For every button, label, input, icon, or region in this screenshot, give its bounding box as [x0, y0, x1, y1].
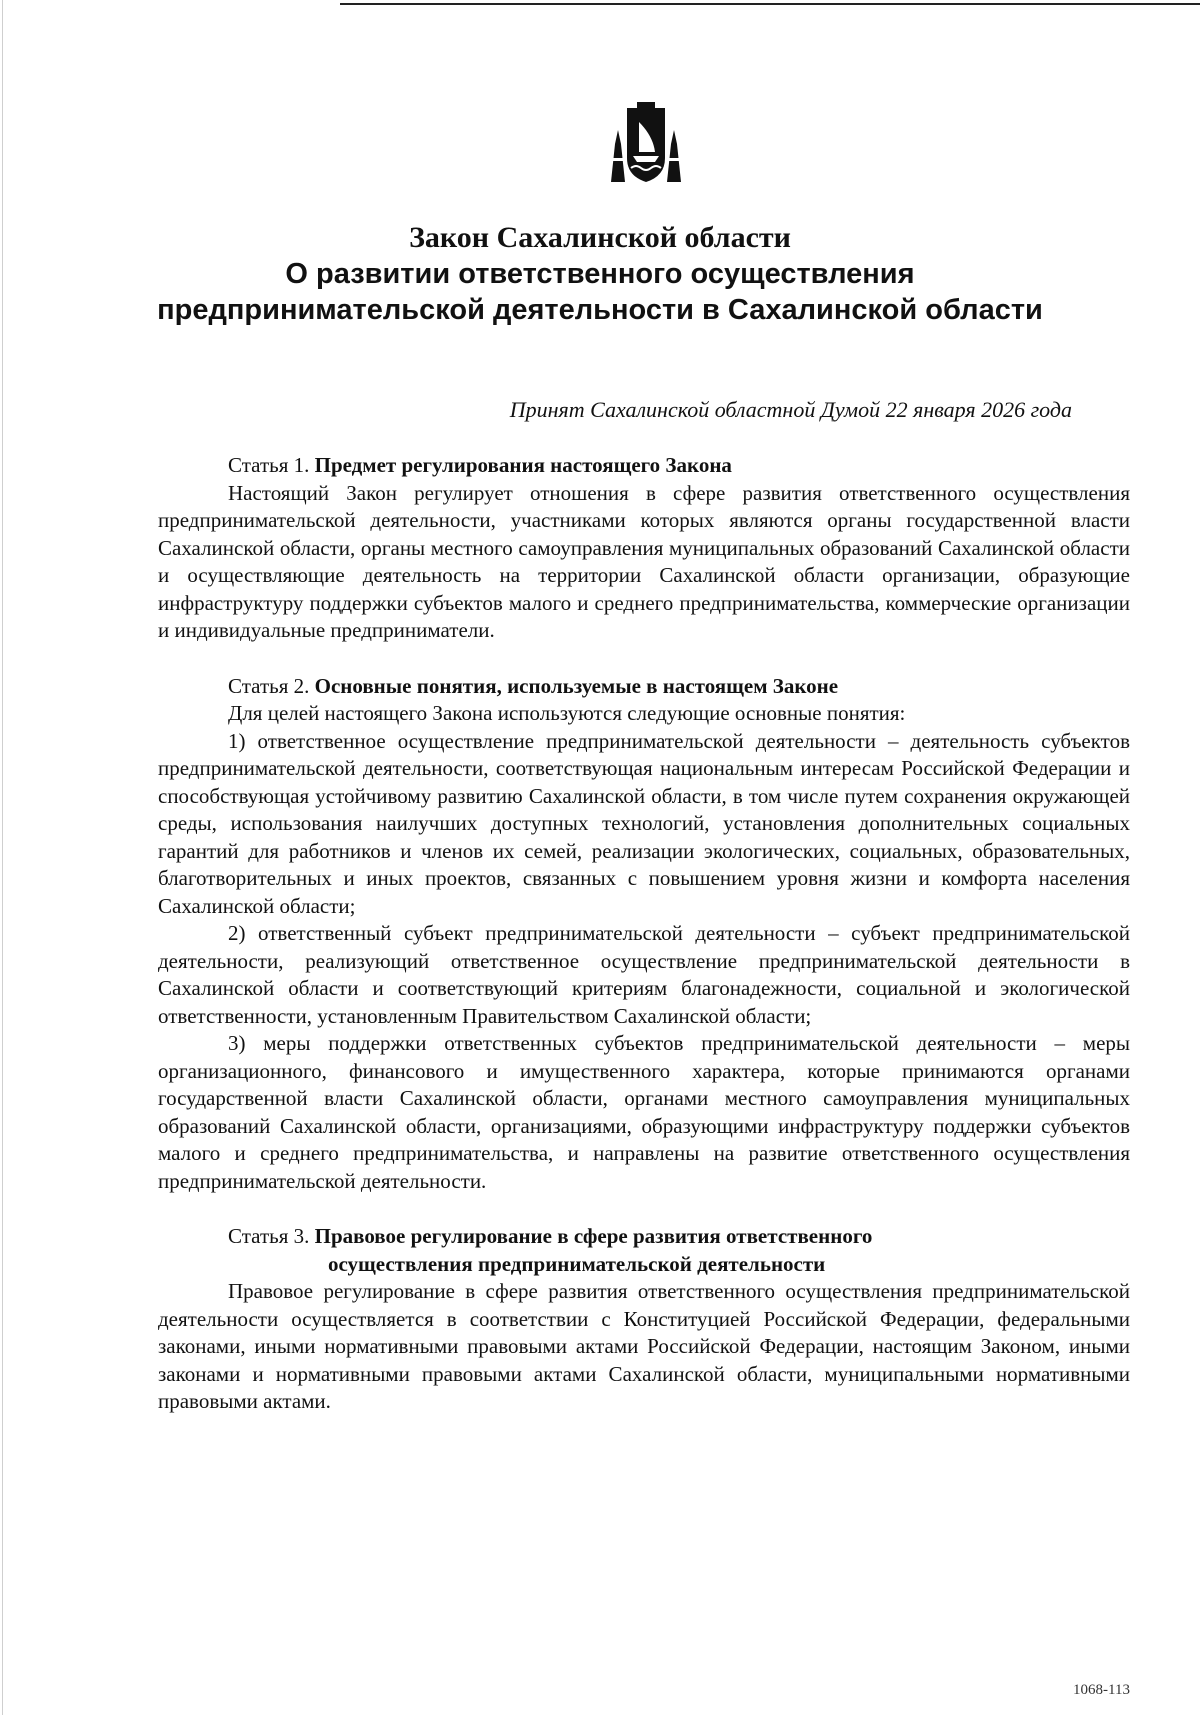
article-3-title: Правовое регулирование в сфере развития ответственного	[314, 1224, 873, 1248]
article-1-number: Статья 1.	[228, 453, 310, 477]
article-2-title: Основные понятия, используемые в настоящем Законе	[314, 673, 839, 698]
coat-of-arms-emblem	[609, 100, 683, 184]
article-1-paragraph-1: Настоящий Закон регулирует отношения в сфере развития ответственного осуществления предпринимательской деятельности, участниками которых являются органы государственной власти Сахалинской области, органы местного самоуправления муниципальных образований Сахалинской области и осуществляющие деятельность на территории Сахалинской области организации, образующие инфраструктуру поддержки субъектов малого и среднего предпринимательства, коммерческие организации и индивидуальные предприниматели.	[158, 480, 1130, 642]
article-3-paragraph-1: Правовое регулирование в сфере развития ответственного осуществления предпринимательской деятельности осуществляется в соответствии с Конституцией Российской Федерации, федеральными законами, иными нормативными правовыми актами Российской Федерации, настоящим Законом, иными законами и нормативными правовыми актами Сахалинской области, муниципальными нормативными правовыми актами.	[158, 1279, 1130, 1413]
article-2-paragraph-2: 1) ответственное осуществление предпринимательской деятельности – деятельность субъектов предпринимательской деятельности, соответствующая национальным интересам Российской Федерации и способствующая устойчивому развитию Сахалинской области, в том числе путем сохранения окружающей среды, использования наилучших доступных технологий, установления дополнительных социальных гарантий для работников и членов их семей, реализации экологических, социальных, образовательных, благотворительных и иных проектов, связанных с повышением уровня жизни и комфорта населения Сахалинской области;	[158, 728, 1130, 918]
article-2-heading	[158, 673, 1130, 701]
article-2-number: Статья 2.	[228, 673, 310, 698]
article-2-paragraph-4: 3) меры поддержки ответственных субъектов предпринимательской деятельности – меры организационного, финансового и имущественного характера, которые принимаются органами государственной власти Сахалинской области, органами местного самоуправления муниципальных образований Сахалинской области, организациями, образующими инфраструктуру поддержки субъектов малого и среднего предпринимательства, и направлены на развитие ответственного осуществления предпринимательской деятельности.	[158, 1031, 1130, 1193]
article-3-number: Статья 3.	[228, 1224, 310, 1248]
article-2-paragraph-1: Для целей настоящего Закона используются следующие основные понятия:	[228, 701, 906, 725]
article-3-title-continuation: осуществления предпринимательской деятельности	[328, 1251, 826, 1276]
article-2-paragraph-3: 2) ответственный субъект предпринимательской деятельности – субъект предпринимательской деятельности, реализующий ответственное осуществление предпринимательской деятельности в Сахалинской области и соответствующий критериям благонадежности, социальной и экологической ответственности, установленным Правительством Сахалинской области;	[158, 921, 1130, 1028]
law-title-block	[150, 220, 1050, 328]
law-title-line1: Закон Сахалинской области	[409, 221, 791, 254]
scan-edge-line	[2, 0, 3, 1715]
law-title-line2: О развитии ответственного осуществления предпринимательской деятельности в Сахалинской области	[157, 258, 1043, 326]
article-3-heading	[158, 1223, 1130, 1278]
adoption-note: Принят Сахалинской областной Думой 22 января 2026 года	[509, 397, 1072, 422]
article-1-title: Предмет регулирования настоящего Закона	[314, 453, 732, 477]
document-code: 1068-113	[1073, 1682, 1130, 1698]
article-1-heading	[158, 452, 1130, 480]
document-body	[158, 452, 1130, 1416]
top-rule-line	[340, 3, 1200, 5]
